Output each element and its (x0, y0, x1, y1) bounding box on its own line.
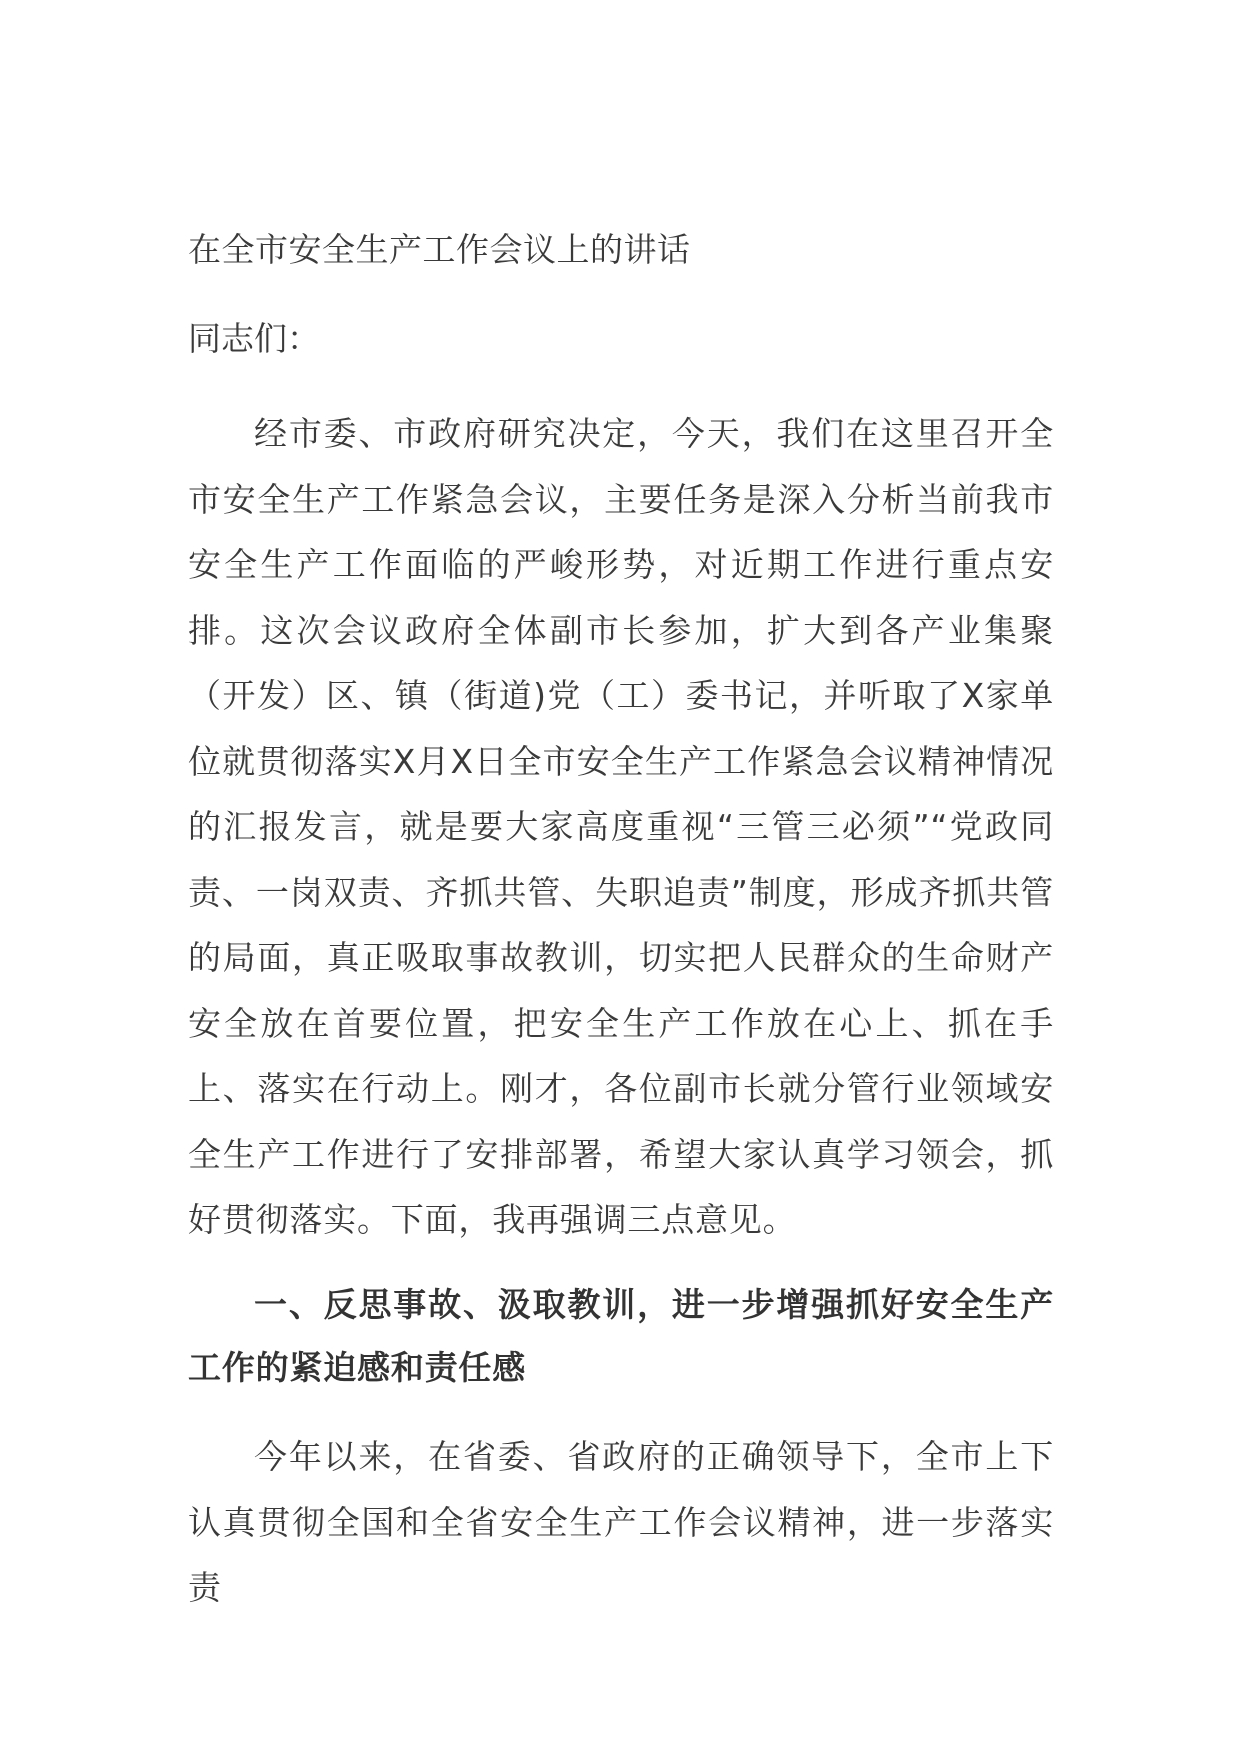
document-title: 在全市安全生产工作会议上的讲话 (188, 230, 691, 269)
body-paragraph: 今年以来，在省委、省政府的正确领导下，全市上下认真贯彻全国和全省安全生产工作会议精神，进一步落实责 (188, 1437, 1054, 1607)
section-heading: 一、反思事故、汲取教训，进一步增强抓好安全生产工作的紧迫感和责任感 (188, 1285, 1054, 1387)
body-paragraph: 经市委、市政府研究决定，今天，我们在这里召开全市安全生产工作紧急会议，主要任务是深入分析当前我市安全生产工作面临的严峻形势，对近期工作进行重点安排。这次会议政府全体副市长参加，扩大到各产业集聚（开发）区、镇（街道)党（工）委书记，并听取了X家单位就贯彻落实X月X日全市安全生产工作紧急会议精神情况的汇报发言，就是要大家高度重视“三管三必须”“党政同责、一岗双责、齐抓共管、失职追责”制度，形成齐抓共管的局面，真正吸取事故教训，切实把人民群众的生命财产安全放在首要位置，把安全生产工作放在心上、抓在手上、落实在行动上。刚才，各位副市长就分管行业领域安全生产工作进行了安排部署，希望大家认真学习领会，抓好贯彻落实。下面，我再强调三点意见。 (188, 414, 1054, 1239)
salutation: 同志们： (188, 319, 320, 358)
